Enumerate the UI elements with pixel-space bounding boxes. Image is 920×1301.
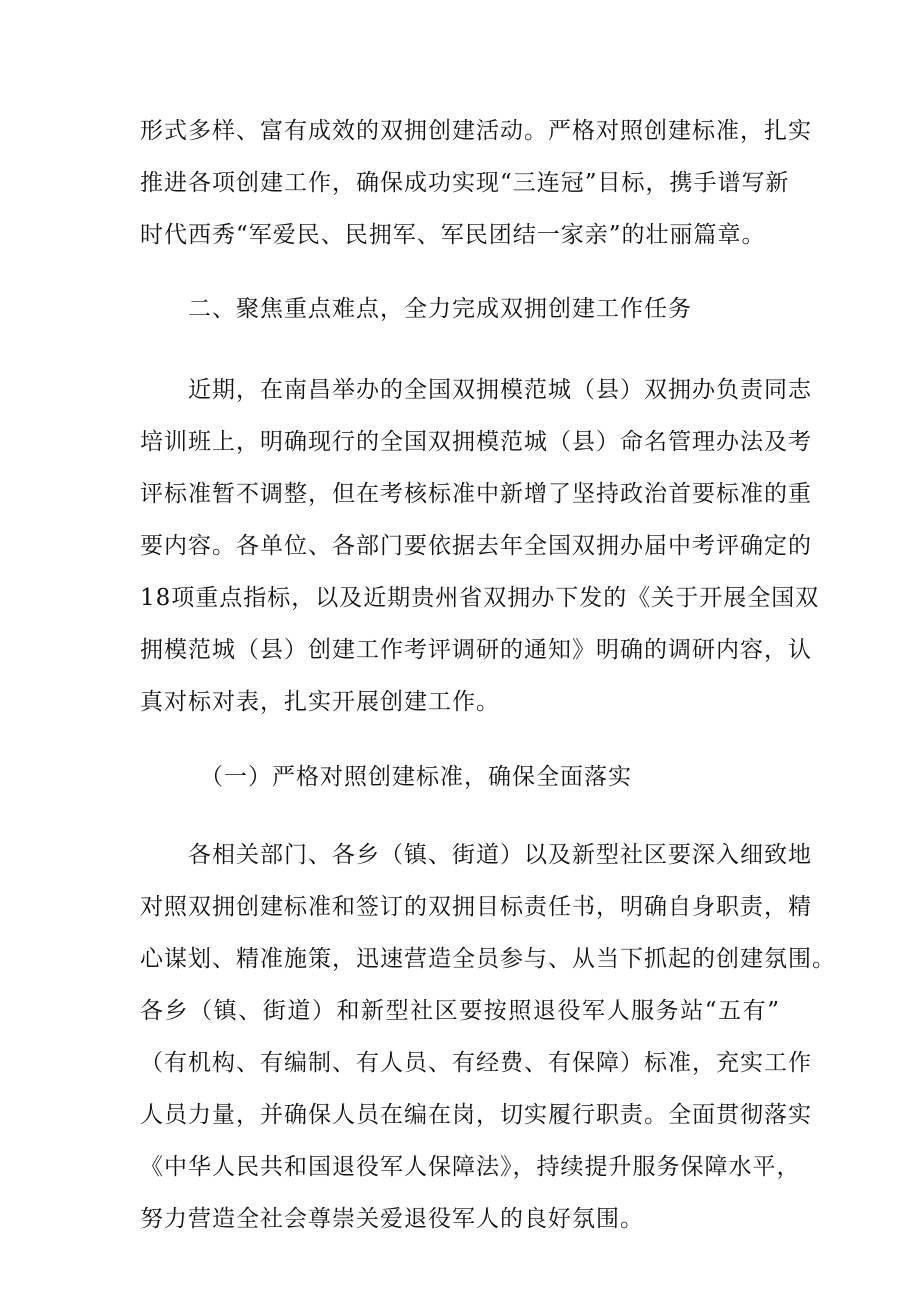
sub-heading: （一）严格对照创建标准，确保全面落实 [200, 764, 632, 790]
paragraph-line: 推进各项创建工作，确保成功实现“三连冠”目标，携手谱写新 [140, 170, 790, 196]
paragraph-line: 心谋划、精准施策，迅速营造全员参与、从当下抓起的创建氛围。 [140, 946, 836, 972]
paragraph-line: 评标准暂不调整，但在考核标准中新增了坚持政治首要标准的重 [140, 481, 812, 507]
paragraph-line: 《中华人民共和国退役军人保障法》，持续提升服务保障水平， [140, 1154, 801, 1180]
paragraph-line: 拥模范城（县）创建工作考评调研的通知》明确的调研内容，认 [140, 637, 812, 663]
paragraph-line: 时代西秀“军爱民、民拥军、军民团结一家亲”的壮丽篇章。 [140, 222, 766, 248]
paragraph-line: 18项重点指标，以及近期贵州省双拥办下发的《关于开展全国双 [140, 585, 820, 611]
paragraph-line: 努力营造全社会尊崇关爱退役军人的良好氛围。 [140, 1206, 644, 1232]
paragraph-line: 各相关部门、各乡（镇、街道）以及新型社区要深入细致地 [188, 842, 812, 868]
paragraph-line: 人员力量，并确保人员在编在岗，切实履行职责。全面贯彻落实 [140, 1102, 812, 1128]
paragraph-line: 形式多样、富有成效的双拥创建活动。严格对照创建标准，扎实 [140, 118, 812, 144]
paragraph-line: 对照双拥创建标准和签订的双拥目标责任书，明确自身职责，精 [140, 894, 812, 920]
paragraph-line: 各乡（镇、街道）和新型社区要按照退役军人服务站“五有” [140, 998, 780, 1024]
paragraph-line: 要内容。各单位、各部门要依据去年全国双拥办届中考评确定的 [140, 533, 812, 559]
paragraph-line: （有机构、有编制、有人员、有经费、有保障）标准，充实工作 [140, 1050, 812, 1076]
paragraph-line: 培训班上，明确现行的全国双拥模范城（县）命名管理办法及考 [140, 429, 812, 455]
section-heading: 二、聚焦重点难点，全力完成双拥创建工作任务 [188, 296, 692, 322]
paragraph-line: 近期，在南昌举办的全国双拥模范城（县）双拥办负责同志 [188, 377, 812, 403]
paragraph-line: 真对标对表，扎实开展创建工作。 [140, 689, 500, 715]
